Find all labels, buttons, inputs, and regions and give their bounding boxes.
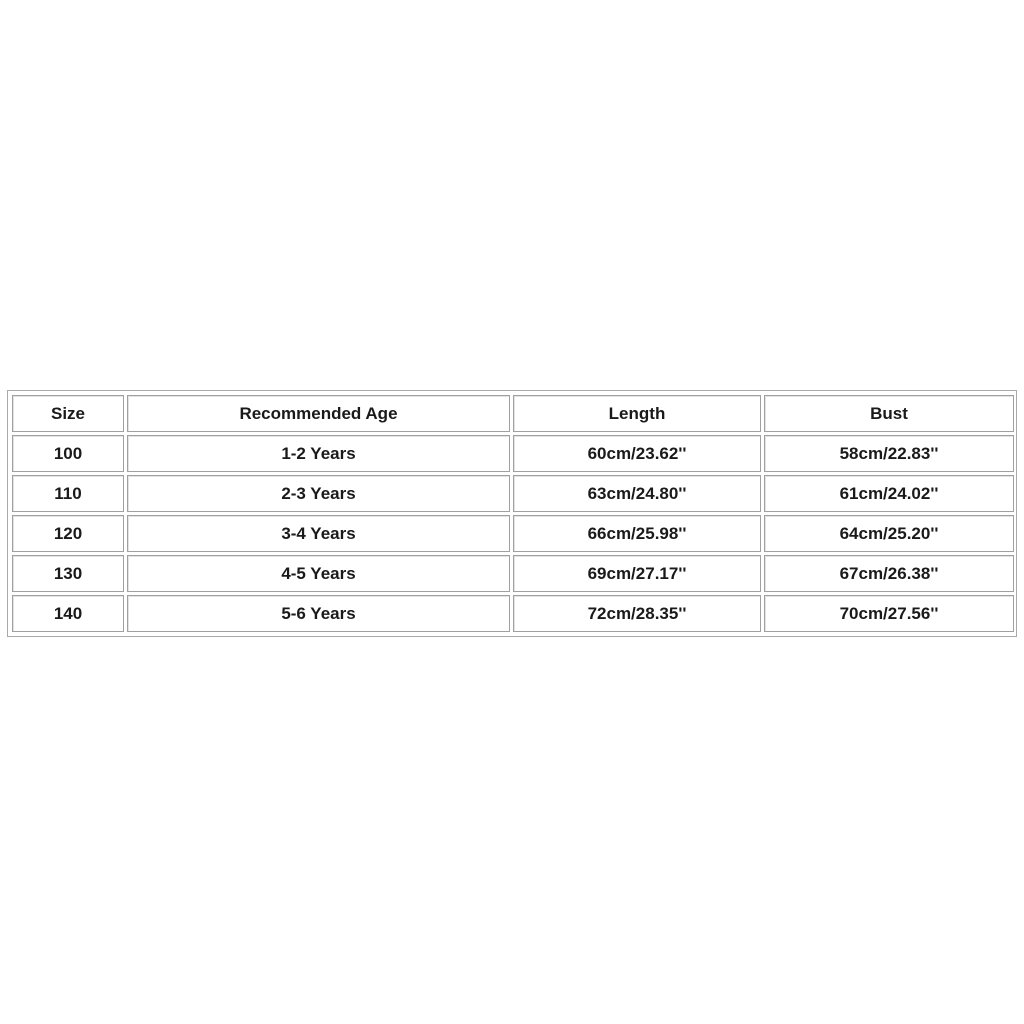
size-chart: [7, 390, 1017, 637]
table-row: [12, 435, 1014, 472]
header-size: Size: [12, 395, 124, 432]
cell-recommended-age: 3-4 Years: [127, 515, 510, 552]
size-chart-table: [9, 392, 1017, 635]
cell-bust: 70cm/27.56'': [764, 595, 1014, 632]
table-row: [12, 555, 1014, 592]
cell-length: 60cm/23.62'': [513, 435, 761, 472]
header-bust: Bust: [764, 395, 1014, 432]
cell-recommended-age: 1-2 Years: [127, 435, 510, 472]
cell-bust: 58cm/22.83'': [764, 435, 1014, 472]
cell-bust: 67cm/26.38'': [764, 555, 1014, 592]
cell-recommended-age: 5-6 Years: [127, 595, 510, 632]
cell-length: 66cm/25.98'': [513, 515, 761, 552]
table-row: [12, 515, 1014, 552]
cell-size: 140: [12, 595, 124, 632]
cell-size: 100: [12, 435, 124, 472]
table-row: [12, 595, 1014, 632]
cell-size: 120: [12, 515, 124, 552]
header-recommended-age: Recommended Age: [127, 395, 510, 432]
cell-length: 72cm/28.35'': [513, 595, 761, 632]
cell-recommended-age: 2-3 Years: [127, 475, 510, 512]
table-header-row: [12, 395, 1014, 432]
cell-bust: 64cm/25.20'': [764, 515, 1014, 552]
table-row: [12, 475, 1014, 512]
cell-size: 110: [12, 475, 124, 512]
cell-length: 63cm/24.80'': [513, 475, 761, 512]
header-length: Length: [513, 395, 761, 432]
cell-recommended-age: 4-5 Years: [127, 555, 510, 592]
cell-size: 130: [12, 555, 124, 592]
cell-length: 69cm/27.17'': [513, 555, 761, 592]
cell-bust: 61cm/24.02'': [764, 475, 1014, 512]
